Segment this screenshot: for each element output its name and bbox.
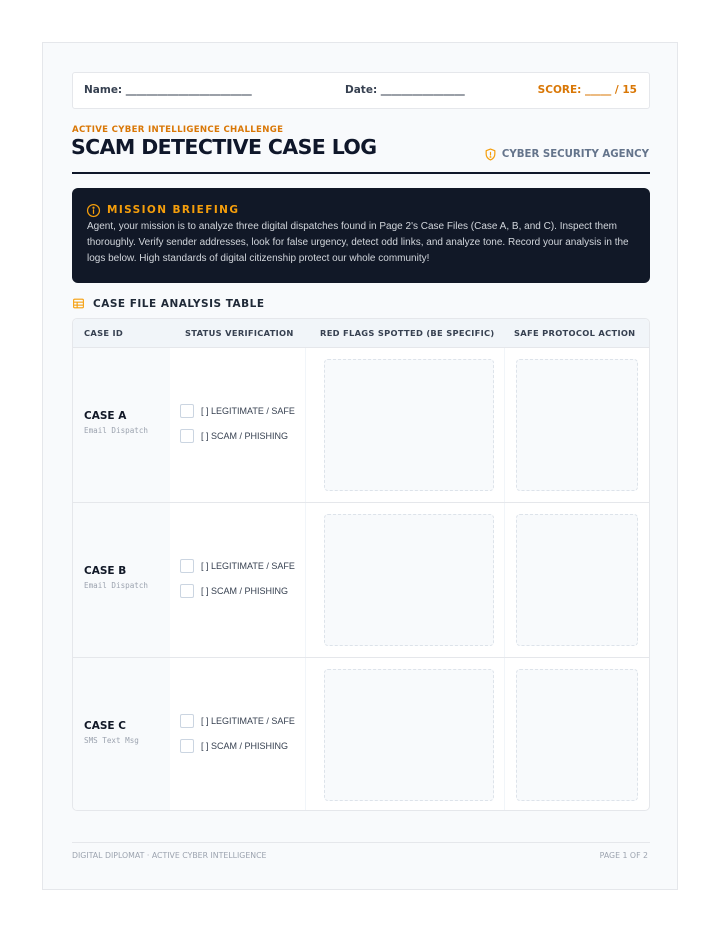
scam-label: [ ] SCAM / PHISHING [201,431,289,441]
scam-label: [ ] SCAM / PHISHING [201,741,289,751]
case-name: CASE A [84,410,127,422]
column-header-case-id: CASE ID [84,328,124,338]
worksheet-page [42,42,678,890]
column-divider [305,503,306,657]
case-id-cell [73,503,170,657]
column-header-status: STATUS VERIFICATION [185,328,294,338]
legitimate-checkbox[interactable] [180,559,194,573]
info-circle-icon [86,203,101,218]
page-title: SCAM DETECTIVE CASE LOG [71,135,377,159]
legitimate-label: [ ] LEGITIMATE / SAFE [201,716,295,726]
red-flags-write-area[interactable] [324,669,494,801]
case-id-cell [73,348,170,503]
safe-action-write-area[interactable] [516,669,638,801]
column-divider [504,348,505,503]
legitimate-label: [ ] LEGITIMATE / SAFE [201,561,295,571]
table-row [73,348,649,503]
case-analysis-table [72,318,650,811]
date-field[interactable]: Date: ________________ [345,84,465,96]
safe-action-write-area[interactable] [516,514,638,646]
title-divider [72,172,650,174]
score-field[interactable]: SCORE: _____ / 15 [537,84,637,96]
case-name: CASE C [84,720,126,732]
table-row [73,502,649,657]
column-header-action: SAFE PROTOCOL ACTION [514,328,636,338]
table-header [73,319,649,348]
agency-label [484,147,649,161]
mission-briefing [72,188,650,283]
challenge-eyebrow: ACTIVE CYBER INTELLIGENCE CHALLENGE [72,125,284,135]
briefing-text: Agent, your mission is to analyze three digital dispatches found in Page 2's Case Files (Case A, B, and C). Inspect them thoroughly. Verify sender addresses, look for false urgency, detect odd links, and analyze tone. Record your analysis in the logs below. High standards of digital citizenship protect our whole community! [87,221,629,264]
column-header-red-flags: RED FLAGS SPOTTED (BE SPECIFIC) [320,328,495,338]
table-icon [72,297,85,310]
case-name: CASE B [84,565,127,577]
legitimate-option[interactable] [180,404,295,418]
legitimate-option[interactable] [180,559,295,573]
briefing-heading [86,202,239,218]
legitimate-label: [ ] LEGITIMATE / SAFE [201,406,295,416]
briefing-title: MISSION BRIEFING [107,204,240,216]
student-info-bar [72,72,650,109]
agency-text: CYBER SECURITY AGENCY [501,148,649,160]
column-divider [504,503,505,657]
red-flags-write-area[interactable] [324,514,494,646]
scam-checkbox[interactable] [180,429,194,443]
legitimate-option[interactable] [180,714,295,728]
table-heading [72,296,265,311]
table-title: CASE FILE ANALYSIS TABLE [93,297,265,310]
red-flags-write-area[interactable] [324,359,494,491]
scam-checkbox[interactable] [180,739,194,753]
legitimate-checkbox[interactable] [180,404,194,418]
case-type: Email Dispatch [84,426,149,435]
scam-checkbox[interactable] [180,584,194,598]
case-type: Email Dispatch [84,581,149,590]
scam-option[interactable] [180,739,288,753]
case-type: SMS Text Msg [84,736,139,745]
legitimate-checkbox[interactable] [180,714,194,728]
column-divider [305,348,306,503]
footer-divider [72,842,650,843]
scam-option[interactable] [180,429,288,443]
page-number: PAGE 1 OF 2 [599,851,648,860]
case-id-cell [73,658,170,811]
scam-label: [ ] SCAM / PHISHING [201,586,289,596]
safe-action-write-area[interactable] [516,359,638,491]
scam-option[interactable] [180,584,288,598]
column-divider [504,658,505,811]
shield-icon [484,148,497,161]
footer-credit: DIGITAL DIPLOMAT · ACTIVE CYBER INTELLIGENCE [72,851,267,860]
table-row [73,657,649,811]
column-divider [305,658,306,811]
name-field[interactable]: Name: ________________________ [84,84,252,96]
